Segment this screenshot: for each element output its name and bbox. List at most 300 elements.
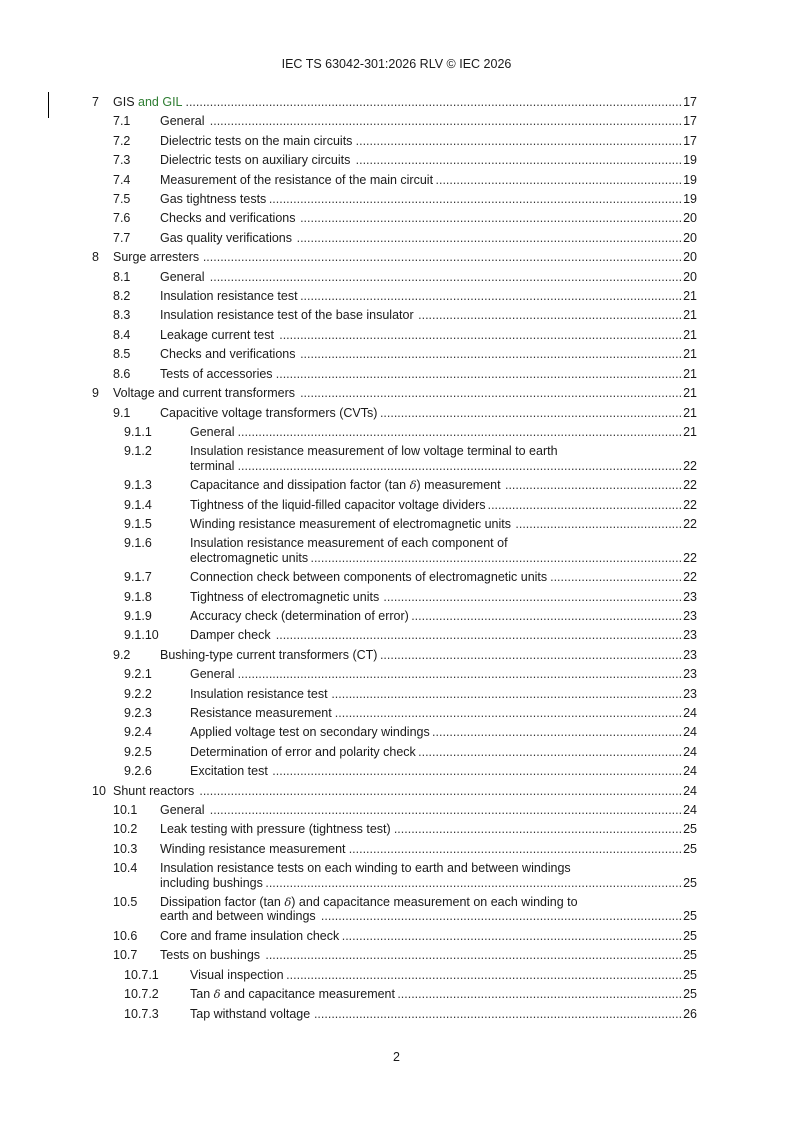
toc-entry-page[interactable]: 17 <box>683 114 697 129</box>
toc-entry[interactable] <box>0 493 697 512</box>
toc-entry[interactable] <box>0 890 697 924</box>
toc-entry-page[interactable]: 17 <box>683 95 697 109</box>
toc-entry[interactable] <box>0 643 697 662</box>
toc-entry-body[interactable] <box>160 948 697 962</box>
toc-entry-number: 10.7.1 <box>124 967 159 982</box>
toc-entry-number: 7.4 <box>113 172 131 187</box>
dot-leader: ................................................................................................ <box>348 841 683 856</box>
toc-entry[interactable] <box>0 187 697 206</box>
toc-entry[interactable] <box>0 473 697 492</box>
table-of-contents <box>0 90 697 1021</box>
toc-entry-title-text: GIS and GIL <box>113 95 183 109</box>
toc-entry-line[interactable] <box>160 347 697 361</box>
toc-entry-title-text: Insulation resistance measurement of low voltage terminal to earth <box>190 444 558 459</box>
toc-entry-body[interactable] <box>190 536 697 565</box>
toc-entry-line[interactable] <box>190 609 697 623</box>
toc-entry-title-text: Visual inspection <box>190 967 284 982</box>
toc-entry-number: 10.7.2 <box>124 987 159 1002</box>
toc-entry[interactable] <box>0 817 697 836</box>
toc-entry-page[interactable]: 22 <box>683 550 697 565</box>
dot-leader: ................................................................................... <box>393 822 683 837</box>
toc-entry-line[interactable] <box>160 308 697 322</box>
toc-entry[interactable] <box>0 206 697 225</box>
toc-entry-number: 10.6 <box>113 928 138 943</box>
toc-entry-page[interactable]: 20 <box>683 250 697 265</box>
dot-leader: ........................................................................ <box>432 725 683 740</box>
toc-entry-page[interactable]: 25 <box>683 909 697 924</box>
toc-entry-number: 10.4 <box>113 861 138 876</box>
toc-entry[interactable] <box>0 1002 697 1021</box>
toc-entry-page[interactable]: 19 <box>683 153 697 168</box>
toc-entry-title-first-line <box>190 536 697 550</box>
toc-entry-title-text: Dielectric tests on the main circuits <box>160 133 353 148</box>
toc-entry-line[interactable] <box>160 842 697 856</box>
toc-entry-title-text: Capacitive voltage transformers (CVTs) <box>160 405 378 420</box>
toc-entry-body[interactable] <box>190 687 697 701</box>
toc-entry[interactable] <box>0 245 697 264</box>
toc-entry-line[interactable] <box>160 367 697 381</box>
toc-entry-page[interactable]: 25 <box>683 841 697 856</box>
toc-entry-page[interactable]: 25 <box>683 822 697 837</box>
toc-entry[interactable] <box>0 265 697 284</box>
dot-leader: ..................................................................................................... <box>331 686 683 701</box>
dot-leader: .................................................................................................................. <box>286 967 683 982</box>
dot-leader: ...................................... <box>550 570 683 585</box>
toc-entry-title-text: General <box>190 424 235 439</box>
toc-entry-number: 9.1.9 <box>124 608 152 623</box>
toc-entry-body[interactable] <box>190 498 697 512</box>
toc-entry-page[interactable]: 21 <box>683 327 697 342</box>
toc-entry-body[interactable] <box>160 114 697 128</box>
toc-entry-number: 10.2 <box>113 822 138 837</box>
toc-entry-title-text: Damper check <box>190 628 271 643</box>
toc-entry[interactable] <box>0 129 697 148</box>
delta-symbol: δ <box>284 895 292 910</box>
page-number: 2 <box>393 1050 400 1064</box>
toc-entry-title-text: Capacitance and dissipation factor (tan δ) measurement <box>190 478 501 493</box>
toc-entry-number: 9.1.10 <box>124 628 159 643</box>
toc-entry-title-text: General <box>160 803 205 818</box>
toc-entry-line[interactable] <box>190 987 697 1001</box>
toc-entry-body[interactable] <box>160 173 697 187</box>
toc-entry-number: 9.2.5 <box>124 744 152 759</box>
toc-entry-title-text: Leak testing with pressure (tightness test) <box>160 822 391 837</box>
toc-entry-line[interactable] <box>190 570 697 584</box>
dot-leader: .............................................................................. <box>411 608 683 623</box>
toc-entry-number: 10.1 <box>113 803 138 818</box>
dot-leader: .................................................................................................. <box>341 928 683 943</box>
toc-entry-page[interactable]: 21 <box>683 386 697 401</box>
dot-leader: .............................................................................................................. <box>300 289 683 304</box>
toc-entry-number: 9.1.5 <box>124 516 152 531</box>
dot-leader: ..................................................................................................................... <box>275 366 683 381</box>
toc-entry[interactable] <box>0 759 697 778</box>
toc-entry-body[interactable] <box>190 570 697 584</box>
toc-entry[interactable] <box>0 924 697 943</box>
toc-entry-body[interactable] <box>160 861 697 890</box>
dot-leader: .............................................................................................. <box>355 153 683 168</box>
toc-entry-line[interactable] <box>190 706 697 720</box>
dot-leader: .......................................................................................................................................... <box>202 250 683 265</box>
toc-entry-page[interactable]: 24 <box>683 783 697 798</box>
toc-entry-body[interactable] <box>190 517 697 531</box>
toc-entry-title-text: Tap withstand voltage <box>190 1006 311 1021</box>
toc-entry-page[interactable]: 21 <box>683 424 697 439</box>
toc-entry-line[interactable] <box>113 250 697 264</box>
dot-leader: ....................................................................... <box>435 172 683 187</box>
toc-entry-title-text: Surge arresters <box>113 250 200 265</box>
toc-entry[interactable] <box>0 109 697 128</box>
toc-entry-line[interactable] <box>190 667 697 681</box>
delta-symbol: δ <box>409 478 417 493</box>
toc-entry-body[interactable] <box>160 153 697 167</box>
toc-entry-line[interactable] <box>160 822 697 836</box>
toc-entry[interactable] <box>0 362 697 381</box>
toc-entry-body[interactable] <box>190 478 697 492</box>
toc-entry[interactable] <box>0 303 697 322</box>
toc-entry-line[interactable] <box>160 648 697 662</box>
toc-entry-page[interactable]: 19 <box>683 172 697 187</box>
toc-entry[interactable] <box>0 323 697 342</box>
toc-entry[interactable] <box>0 226 697 245</box>
toc-entry-page[interactable]: 21 <box>683 405 697 420</box>
toc-entry[interactable] <box>0 420 697 439</box>
dot-leader: .................................................................................. <box>397 987 683 1002</box>
toc-entry-body[interactable] <box>160 822 697 836</box>
toc-entry[interactable] <box>0 943 697 962</box>
toc-entry-line[interactable] <box>160 406 697 420</box>
toc-entry-line[interactable] <box>190 459 697 473</box>
toc-entry-line[interactable] <box>190 517 697 531</box>
dot-leader: ............................................................................ <box>418 308 683 323</box>
toc-entry-line[interactable] <box>160 803 697 817</box>
toc-entry-title-text: Resistance measurement <box>190 706 332 720</box>
toc-entry-page[interactable]: 21 <box>683 289 697 304</box>
toc-entry-line[interactable] <box>190 725 697 739</box>
toc-entry-body[interactable] <box>160 895 697 924</box>
toc-entry-body[interactable] <box>190 667 697 681</box>
toc-entry-body[interactable] <box>190 1007 697 1021</box>
toc-entry-line[interactable] <box>160 114 697 128</box>
toc-entry[interactable] <box>0 963 697 982</box>
toc-entry-title-text: Tightness of electromagnetic units <box>190 589 380 604</box>
toc-entry-page[interactable]: 24 <box>683 764 697 779</box>
toc-entry-line[interactable] <box>160 153 697 167</box>
toc-entry-number: 7.2 <box>113 133 131 148</box>
toc-entry[interactable] <box>0 720 697 739</box>
toc-entry[interactable] <box>0 982 697 1001</box>
dot-leader: ........................................................................................................................................... <box>199 783 683 798</box>
toc-entry-page[interactable]: 26 <box>683 1006 697 1021</box>
toc-entry-number: 10 <box>92 783 106 798</box>
toc-entry-line[interactable] <box>190 590 697 604</box>
toc-entry-title-text: Insulation resistance test <box>160 289 298 304</box>
toc-entry-line[interactable] <box>190 425 697 439</box>
toc-entry[interactable] <box>0 342 697 361</box>
toc-entry-title-continued: earth and between windings <box>160 909 316 924</box>
toc-entry-title-text: Tests on bushings <box>160 948 261 963</box>
toc-entry-line[interactable] <box>160 231 697 245</box>
dot-leader: .............................................................................................................. <box>300 347 683 362</box>
toc-entry-number: 7.6 <box>113 211 131 226</box>
toc-entry-number: 8.6 <box>113 366 131 381</box>
toc-entry-title-text: Applied voltage test on secondary windings <box>190 725 430 740</box>
toc-entry-line[interactable] <box>160 948 697 962</box>
toc-entry-line[interactable] <box>190 687 697 701</box>
toc-entry-number: 8 <box>92 250 99 265</box>
dot-leader: ....................................................................................................................... <box>268 192 683 207</box>
toc-entry-body[interactable] <box>190 444 697 473</box>
toc-entry-body[interactable] <box>160 134 697 148</box>
toc-entry-title-text: Excitation test <box>190 764 268 779</box>
toc-entry-title-text: Checks and verifications <box>160 211 296 226</box>
toc-entry-number: 8.5 <box>113 347 131 362</box>
toc-entry-title-continued: terminal <box>190 458 235 473</box>
toc-entry-title-text: Connection check between components of electromagnetic units <box>190 570 548 585</box>
toc-entry-line[interactable] <box>113 95 697 109</box>
toc-entry-body[interactable] <box>190 725 697 739</box>
toc-entry-title-first-line <box>190 444 697 458</box>
toc-entry-title-text: Winding resistance measurement <box>160 841 346 856</box>
dot-leader: ................................................................................................................................ <box>237 424 683 439</box>
dot-leader: ................................................... <box>504 478 683 493</box>
toc-entry-line[interactable] <box>160 289 697 303</box>
toc-entry-number: 9.2.1 <box>124 667 152 682</box>
dot-leader: ........................................................................................................................ <box>265 875 683 890</box>
toc-entry-page[interactable]: 20 <box>683 269 697 284</box>
dot-leader: ....................................................................................... <box>379 647 683 662</box>
toc-entry-body[interactable] <box>190 590 697 604</box>
dot-leader: .............................................................................................................. <box>300 386 683 401</box>
toc-entry-page[interactable]: 22 <box>683 478 697 493</box>
toc-entry-number: 9.1.6 <box>124 536 152 551</box>
toc-entry-number: 9.2.3 <box>124 706 152 720</box>
toc-entry-line[interactable] <box>190 498 697 512</box>
toc-entry-number: 8.2 <box>113 289 131 304</box>
dot-leader: ...................................................................................... <box>383 589 683 604</box>
toc-entry-page[interactable]: 24 <box>683 725 697 740</box>
toc-entry-page[interactable]: 24 <box>683 744 697 759</box>
dot-leader: ................................................................................................................................ <box>237 458 683 473</box>
delta-symbol: δ <box>213 987 221 1002</box>
toc-entry-number: 7.3 <box>113 153 131 168</box>
toc-entry-number: 10.7.3 <box>124 1006 159 1021</box>
toc-entry-line[interactable] <box>160 192 697 206</box>
toc-entry-body[interactable] <box>160 308 697 322</box>
toc-entry-title-text: General <box>190 667 235 682</box>
inserted-text: and GIL <box>138 95 183 109</box>
toc-entry-body[interactable] <box>160 803 697 817</box>
toc-entry-line[interactable] <box>160 876 697 890</box>
toc-entry-page[interactable]: 22 <box>683 497 697 512</box>
toc-entry[interactable] <box>0 439 697 473</box>
toc-entry-number: 10.3 <box>113 841 138 856</box>
toc-entry-line[interactable] <box>160 173 697 187</box>
toc-entry[interactable] <box>0 531 697 565</box>
toc-entry-title-text: Tan δ and capacitance measurement <box>190 987 395 1002</box>
dot-leader: ........................................................................................................................................ <box>209 114 683 129</box>
toc-entry-line[interactable] <box>160 211 697 225</box>
toc-entry-body[interactable] <box>160 192 697 206</box>
toc-entry-title-text: Bushing-type current transformers (CT) <box>160 647 378 662</box>
toc-entry-number: 10.7 <box>113 948 138 963</box>
toc-entry[interactable] <box>0 401 697 420</box>
toc-entry-page[interactable]: 21 <box>683 366 697 381</box>
toc-entry[interactable] <box>0 90 697 109</box>
toc-entry-title-text: Accuracy check (determination of error) <box>190 608 409 623</box>
toc-entry[interactable] <box>0 284 697 303</box>
toc-entry-page[interactable]: 25 <box>683 987 697 1002</box>
toc-entry-page[interactable]: 23 <box>683 589 697 604</box>
toc-entry-body[interactable] <box>190 745 697 759</box>
toc-entry-line[interactable] <box>160 134 697 148</box>
toc-entry-page[interactable]: 25 <box>683 948 697 963</box>
toc-entry-page[interactable]: 23 <box>683 686 697 701</box>
toc-entry-page[interactable]: 22 <box>683 458 697 473</box>
toc-entry-number: 9.1.1 <box>124 424 152 439</box>
toc-entry-line[interactable] <box>190 628 697 642</box>
dot-leader: ................................................ <box>515 516 683 531</box>
dot-leader: .............................................................................................. <box>355 133 683 148</box>
toc-entry-body[interactable] <box>190 609 697 623</box>
toc-entry-body[interactable] <box>160 289 697 303</box>
toc-entry[interactable] <box>0 701 697 720</box>
toc-entry-page[interactable]: 25 <box>683 928 697 943</box>
toc-entry[interactable] <box>0 512 697 531</box>
dot-leader: ............................................................................................................... <box>296 230 683 245</box>
toc-entry-title-text: Gas tightness tests <box>160 192 267 207</box>
toc-entry-body[interactable] <box>190 425 697 439</box>
toc-entry-number: 9.1.3 <box>124 478 152 493</box>
toc-entry-body[interactable] <box>190 987 697 1001</box>
toc-entry-body[interactable] <box>160 367 697 381</box>
toc-entry-body[interactable] <box>113 386 697 400</box>
toc-entry-number: 7 <box>92 95 99 109</box>
toc-entry[interactable] <box>0 837 697 856</box>
toc-entry-body[interactable] <box>160 211 697 225</box>
toc-entry[interactable] <box>0 623 697 642</box>
toc-entry-body[interactable] <box>160 929 697 943</box>
toc-entry-page[interactable]: 25 <box>683 967 697 982</box>
dot-leader: ........................................................................................................ <box>320 909 683 924</box>
toc-entry-title-text: Dielectric tests on auxiliary circuits <box>160 153 351 168</box>
dot-leader: ............................................................................................................................................... <box>185 95 683 109</box>
toc-entry-body[interactable] <box>160 648 697 662</box>
toc-entry-body[interactable] <box>190 968 697 982</box>
toc-entry-body[interactable] <box>160 231 697 245</box>
toc-entry-line[interactable] <box>160 929 697 943</box>
dot-leader: ........................................................ <box>487 497 683 512</box>
toc-entry-title-text: Winding resistance measurement of electromagnetic units <box>190 516 511 531</box>
toc-entry-number: 9.1.4 <box>124 497 152 512</box>
toc-entry[interactable] <box>0 662 697 681</box>
toc-entry-body[interactable] <box>160 842 697 856</box>
toc-entry-number: 10.5 <box>113 895 138 910</box>
toc-entry-body[interactable] <box>190 706 697 720</box>
toc-entry-number: 9.2.4 <box>124 725 152 740</box>
toc-entry-title-text: Voltage and current transformers <box>113 386 296 401</box>
toc-entry-body[interactable] <box>160 270 697 284</box>
toc-entry-page[interactable]: 20 <box>683 230 697 245</box>
toc-entry-number: 9.1.8 <box>124 589 152 604</box>
toc-entry-title-text: Tests of accessories <box>160 366 273 381</box>
toc-entry[interactable] <box>0 381 697 400</box>
toc-entry-number: 9.1.7 <box>124 570 152 585</box>
toc-entry-page[interactable]: 22 <box>683 570 697 585</box>
toc-entry-number: 8.4 <box>113 327 131 342</box>
toc-entry[interactable] <box>0 779 697 798</box>
toc-entry-title-first-line <box>160 895 697 909</box>
toc-entry-body[interactable] <box>113 784 697 798</box>
toc-entry-line[interactable] <box>190 968 697 982</box>
toc-entry-title-text: Dissipation factor (tan δ) and capacitance measurement on each winding to <box>160 895 578 910</box>
toc-entry-body[interactable] <box>113 250 697 264</box>
toc-entry[interactable] <box>0 682 697 701</box>
toc-entry-page[interactable]: 19 <box>683 192 697 207</box>
toc-entry-page[interactable]: 24 <box>683 803 697 818</box>
toc-entry-number: 9.1.2 <box>124 444 152 459</box>
toc-entry-body[interactable] <box>160 406 697 420</box>
dot-leader: ...................................................................................................................... <box>272 764 683 779</box>
toc-entry-title-continued: electromagnetic units <box>190 550 309 565</box>
dot-leader: .................................................................................................... <box>334 706 683 720</box>
toc-entry[interactable] <box>0 148 697 167</box>
toc-entry-line[interactable] <box>190 1007 697 1021</box>
toc-entry-line[interactable] <box>160 270 697 284</box>
toc-entry[interactable] <box>0 740 697 759</box>
toc-entry-line[interactable] <box>190 478 697 492</box>
toc-entry-body[interactable] <box>113 95 697 109</box>
toc-entry-page[interactable]: 22 <box>683 516 697 531</box>
toc-entry-page[interactable]: 21 <box>683 308 697 323</box>
toc-entry-line[interactable] <box>190 551 697 565</box>
toc-entry-body[interactable] <box>190 764 697 778</box>
toc-entry-page[interactable]: 17 <box>683 133 697 148</box>
toc-entry-page[interactable]: 23 <box>683 628 697 643</box>
page-header: IEC TS 63042-301:2026 RLV © IEC 2026 <box>281 57 512 71</box>
toc-entry-number: 8.3 <box>113 308 131 323</box>
toc-entry-line[interactable] <box>113 386 697 400</box>
toc-entry-page[interactable]: 24 <box>683 706 697 720</box>
toc-entry[interactable] <box>0 604 697 623</box>
toc-entry-number: 9 <box>92 386 99 401</box>
toc-entry-title-continued: including bushings <box>160 875 263 890</box>
toc-entry[interactable] <box>0 168 697 187</box>
toc-entry[interactable] <box>0 856 697 890</box>
dot-leader: ........................................................................................................................................ <box>209 803 683 818</box>
toc-entry[interactable] <box>0 565 697 584</box>
toc-entry-page[interactable]: 21 <box>683 347 697 362</box>
toc-entry-page[interactable]: 23 <box>683 667 697 682</box>
toc-entry-body[interactable] <box>160 328 697 342</box>
toc-entry[interactable] <box>0 585 697 604</box>
toc-entry-body[interactable] <box>190 628 697 642</box>
toc-entry-line[interactable] <box>190 745 697 759</box>
toc-entry-page[interactable]: 20 <box>683 211 697 226</box>
toc-entry-page[interactable]: 25 <box>683 875 697 890</box>
toc-entry-line[interactable] <box>160 909 697 923</box>
toc-entry-page[interactable]: 23 <box>683 647 697 662</box>
toc-entry-line[interactable] <box>113 784 697 798</box>
toc-entry[interactable] <box>0 798 697 817</box>
toc-entry-title-text: Insulation resistance test of the base insulator <box>160 308 414 323</box>
dot-leader: ........................................................................................................... <box>310 550 683 565</box>
dot-leader: ....................................................................................... <box>379 405 683 420</box>
toc-entry-line[interactable] <box>160 328 697 342</box>
toc-entry-body[interactable] <box>160 347 697 361</box>
toc-entry-line[interactable] <box>190 764 697 778</box>
toc-entry-page[interactable]: 23 <box>683 608 697 623</box>
